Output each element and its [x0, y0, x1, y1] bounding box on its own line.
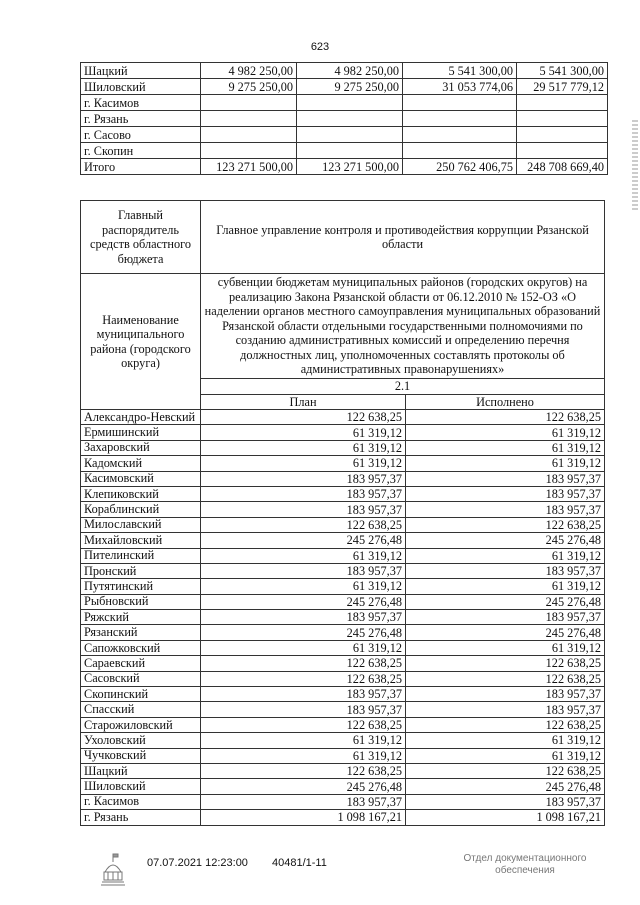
row-value	[403, 111, 517, 127]
municipality-name: Кораблинский	[81, 502, 201, 517]
row-name: г. Сасово	[81, 127, 201, 143]
row-name: г. Касимов	[81, 95, 201, 111]
plan-value: 122 638,25	[201, 717, 406, 732]
table-row	[81, 748, 605, 763]
row-name: Шацкий	[81, 63, 201, 79]
table-row	[81, 517, 605, 532]
table-row	[81, 656, 605, 671]
row-value	[403, 95, 517, 111]
table-row	[81, 733, 605, 748]
main-table	[80, 200, 605, 826]
row-name: г. Скопин	[81, 143, 201, 159]
header-row-1	[81, 201, 605, 274]
row-value: 4 982 250,00	[201, 63, 297, 79]
done-value: 183 957,37	[406, 687, 605, 702]
done-value: 245 276,48	[406, 533, 605, 548]
plan-value: 61 319,12	[201, 733, 406, 748]
row-value	[201, 143, 297, 159]
row-name: Шиловский	[81, 79, 201, 95]
row-value	[517, 95, 608, 111]
municipality-name: Ермишинский	[81, 425, 201, 440]
row-name: Итого	[81, 159, 201, 175]
plan-value: 245 276,48	[201, 625, 406, 640]
done-value: 183 957,37	[406, 502, 605, 517]
table-row	[81, 610, 605, 625]
header-code: 2.1	[201, 379, 605, 395]
row-value: 9 275 250,00	[297, 79, 403, 95]
footer-reg-number: 40481/1-11	[272, 857, 327, 869]
done-value: 122 638,25	[406, 410, 605, 425]
table-row	[81, 440, 605, 455]
plan-value: 122 638,25	[201, 656, 406, 671]
done-value: 183 957,37	[406, 471, 605, 486]
table-row	[81, 425, 605, 440]
plan-value: 61 319,12	[201, 456, 406, 471]
municipality-name: Рыбновский	[81, 594, 201, 609]
municipality-name: Шиловский	[81, 779, 201, 794]
top-table	[80, 62, 608, 175]
plan-value: 61 319,12	[201, 548, 406, 563]
done-value: 183 957,37	[406, 563, 605, 578]
table-row	[81, 63, 608, 79]
table-row	[81, 79, 608, 95]
header-subvention-title: субвенции бюджетам муниципальных районов (городских округов) на реализацию Закона Рязанской области от 06.12.2010 № 152-ОЗ «О наделении органов местного самоуправления муниципальных образований Рязанской области отдельными государственными полномочиями по созданию административных комиссий и определению перечня должностных лиц, уполномоченных составлять протоколы об административных правонарушениях»	[201, 274, 605, 379]
done-value: 1 098 167,21	[406, 810, 605, 825]
plan-value: 61 319,12	[201, 748, 406, 763]
header-plan: План	[201, 394, 406, 410]
table-row	[81, 563, 605, 578]
plan-value: 61 319,12	[201, 440, 406, 455]
plan-value: 245 276,48	[201, 533, 406, 548]
table-row	[81, 687, 605, 702]
row-value	[201, 95, 297, 111]
row-value: 5 541 300,00	[403, 63, 517, 79]
done-value: 61 319,12	[406, 733, 605, 748]
table-row	[81, 486, 605, 501]
plan-value: 122 638,25	[201, 763, 406, 778]
row-value: 123 271 500,00	[297, 159, 403, 175]
plan-value: 122 638,25	[201, 517, 406, 532]
row-value: 5 541 300,00	[517, 63, 608, 79]
municipality-name: Старожиловский	[81, 717, 201, 732]
row-value	[403, 143, 517, 159]
table-row	[81, 717, 605, 732]
municipality-name: Пителинский	[81, 548, 201, 563]
archive-logo-icon	[100, 852, 126, 886]
table-row	[81, 625, 605, 640]
scan-edge-mark	[632, 120, 638, 210]
table-row	[81, 533, 605, 548]
municipality-name: г. Касимов	[81, 794, 201, 809]
done-value: 61 319,12	[406, 579, 605, 594]
done-value: 183 957,37	[406, 486, 605, 501]
plan-value: 183 957,37	[201, 486, 406, 501]
municipality-name: Клепиковский	[81, 486, 201, 501]
done-value: 183 957,37	[406, 702, 605, 717]
municipality-name: Рязанский	[81, 625, 201, 640]
table-row	[81, 702, 605, 717]
table-row	[81, 548, 605, 563]
row-value: 31 053 774,06	[403, 79, 517, 95]
table-row	[81, 779, 605, 794]
plan-value: 61 319,12	[201, 640, 406, 655]
plan-value: 61 319,12	[201, 425, 406, 440]
done-value: 61 319,12	[406, 548, 605, 563]
done-value: 61 319,12	[406, 425, 605, 440]
plan-value: 183 957,37	[201, 471, 406, 486]
page-number: 623	[310, 41, 330, 53]
row-value	[517, 127, 608, 143]
municipality-name: Кадомский	[81, 456, 201, 471]
plan-value: 122 638,25	[201, 410, 406, 425]
municipality-name: Спасский	[81, 702, 201, 717]
table-row	[81, 111, 608, 127]
done-value: 61 319,12	[406, 748, 605, 763]
header-value-distributor: Главное управление контроля и противодействия коррупции Рязанской области	[201, 201, 605, 274]
row-value	[403, 127, 517, 143]
done-value: 122 638,25	[406, 656, 605, 671]
row-value: 4 982 250,00	[297, 63, 403, 79]
done-value: 122 638,25	[406, 671, 605, 686]
done-value: 245 276,48	[406, 779, 605, 794]
done-value: 122 638,25	[406, 517, 605, 532]
table-row	[81, 594, 605, 609]
done-value: 183 957,37	[406, 794, 605, 809]
done-value: 183 957,37	[406, 610, 605, 625]
plan-value: 183 957,37	[201, 794, 406, 809]
plan-value: 183 957,37	[201, 502, 406, 517]
header-row-2	[81, 274, 605, 379]
done-value: 61 319,12	[406, 456, 605, 471]
municipality-name: Пронский	[81, 563, 201, 578]
header-label-distributor: Главный распорядитель средств областного бюджета	[81, 201, 201, 274]
row-value: 123 271 500,00	[201, 159, 297, 175]
row-value	[517, 143, 608, 159]
done-value: 122 638,25	[406, 763, 605, 778]
done-value: 61 319,12	[406, 640, 605, 655]
municipality-name: Касимовский	[81, 471, 201, 486]
done-value: 245 276,48	[406, 594, 605, 609]
municipality-name: Чучковский	[81, 748, 201, 763]
municipality-name: Скопинский	[81, 687, 201, 702]
municipality-name: Александро-Невский	[81, 410, 201, 425]
municipality-name: г. Рязань	[81, 810, 201, 825]
done-value: 122 638,25	[406, 717, 605, 732]
plan-value: 61 319,12	[201, 579, 406, 594]
municipality-name: Михайловский	[81, 533, 201, 548]
header-label-municipality: Наименование муниципального района (городского округа)	[81, 274, 201, 410]
done-value: 61 319,12	[406, 440, 605, 455]
table-row	[81, 159, 608, 175]
row-value: 250 762 406,75	[403, 159, 517, 175]
plan-value: 183 957,37	[201, 702, 406, 717]
table-row	[81, 763, 605, 778]
municipality-name: Сасовский	[81, 671, 201, 686]
table-row	[81, 794, 605, 809]
table-row	[81, 471, 605, 486]
header-done: Исполнено	[406, 394, 605, 410]
row-value	[297, 127, 403, 143]
row-name: г. Рязань	[81, 111, 201, 127]
row-value	[297, 143, 403, 159]
table-row	[81, 95, 608, 111]
municipality-name: Сараевский	[81, 656, 201, 671]
plan-value: 245 276,48	[201, 594, 406, 609]
plan-value: 245 276,48	[201, 779, 406, 794]
plan-value: 183 957,37	[201, 610, 406, 625]
row-value	[201, 111, 297, 127]
table-row	[81, 127, 608, 143]
plan-value: 1 098 167,21	[201, 810, 406, 825]
row-value: 29 517 779,12	[517, 79, 608, 95]
table-row	[81, 502, 605, 517]
table-row	[81, 640, 605, 655]
row-value	[517, 111, 608, 127]
municipality-name: Ряжский	[81, 610, 201, 625]
plan-value: 122 638,25	[201, 671, 406, 686]
municipality-name: Шацкий	[81, 763, 201, 778]
row-value	[297, 111, 403, 127]
plan-value: 183 957,37	[201, 687, 406, 702]
table-row	[81, 456, 605, 471]
municipality-name: Милославский	[81, 517, 201, 532]
table-row	[81, 810, 605, 825]
table-row	[81, 410, 605, 425]
row-value	[297, 95, 403, 111]
row-value: 9 275 250,00	[201, 79, 297, 95]
table-row	[81, 671, 605, 686]
row-value: 248 708 669,40	[517, 159, 608, 175]
row-value	[201, 127, 297, 143]
municipality-name: Ухоловский	[81, 733, 201, 748]
footer-datetime: 07.07.2021 12:23:00	[147, 857, 248, 869]
municipality-name: Путятинский	[81, 579, 201, 594]
table-row	[81, 579, 605, 594]
footer-department: Отдел документационного обеспечения	[463, 853, 587, 876]
municipality-name: Захаровский	[81, 440, 201, 455]
municipality-name: Сапожковский	[81, 640, 201, 655]
done-value: 245 276,48	[406, 625, 605, 640]
plan-value: 183 957,37	[201, 563, 406, 578]
table-row	[81, 143, 608, 159]
